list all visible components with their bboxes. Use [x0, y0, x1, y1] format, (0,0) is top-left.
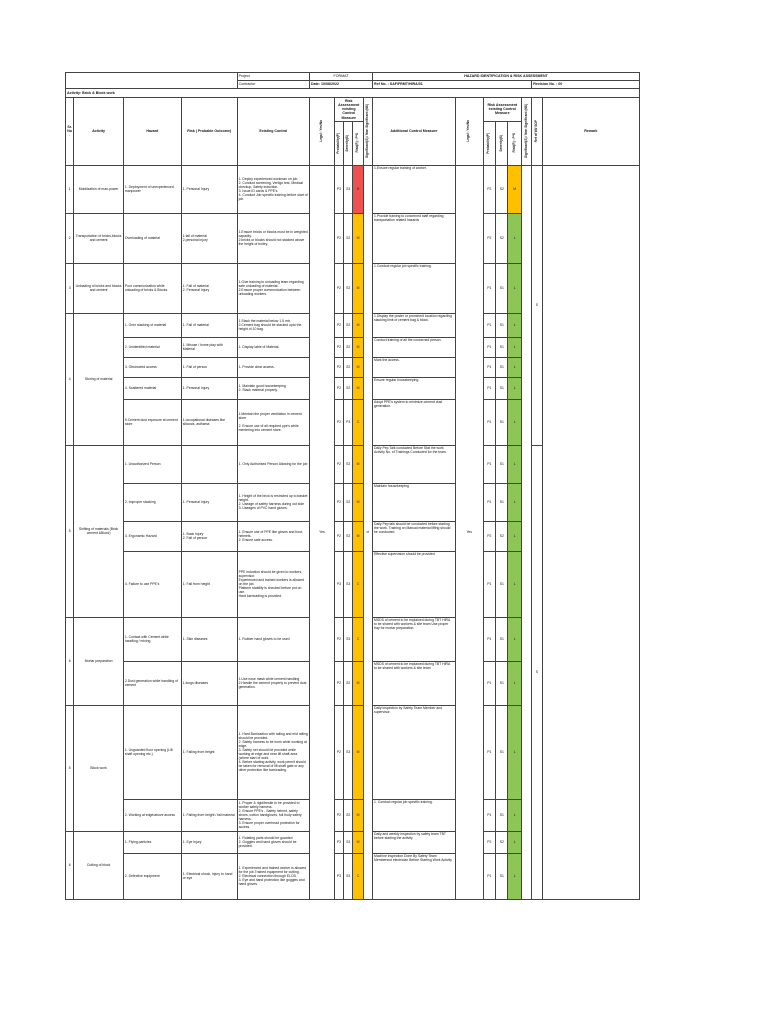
significant-2-cell	[521, 165, 531, 899]
col-activity: Activity	[74, 98, 124, 166]
col-remark: Remark	[542, 98, 639, 166]
probability-cell: P2	[334, 357, 343, 377]
additional-control-cell: Effective supervision should be provided	[373, 551, 456, 617]
probability-2-cell: P1	[483, 313, 495, 337]
severity-cell: S3	[344, 551, 353, 617]
contractor-label: Contractor	[237, 81, 309, 89]
risk-cell: 1. Fall of person	[181, 357, 237, 377]
existing-control-cell: 1.Ensure bricks or blocks must be in weighted capacity. 2.bricks or blocks should not stacked above the height of trolley.	[237, 213, 309, 263]
additional-control-cell: 1.Conduct regular job specific training.	[373, 263, 456, 313]
severity-2-cell: S2	[496, 521, 508, 551]
severity-2-cell: S2	[496, 213, 508, 263]
col-probability-2: Probability(P)	[483, 121, 495, 165]
risk-rating-2-cell: L	[508, 377, 521, 399]
risk-cell: 1. Eye injury	[181, 831, 237, 853]
existing-control-cell: 1. Display lable of Material.	[237, 337, 309, 357]
risk-rating-2-cell: L	[508, 551, 521, 617]
severity-2-cell: S1	[496, 445, 508, 483]
risk-cell: 1.occupational diseases like silicosis, asthama	[181, 399, 237, 445]
activity-cell: Mobilization of man-power	[74, 165, 124, 213]
severity-cell: S2	[344, 445, 353, 483]
revision-label: Revision No. : 00	[532, 81, 640, 89]
severity-2-cell: S1	[496, 705, 508, 799]
activity-cell: Cutting of block	[74, 831, 124, 899]
severity-2-cell: S1	[496, 551, 508, 617]
probability-2-cell: P2	[483, 521, 495, 551]
risk-rating-cell: M	[353, 705, 363, 799]
risk-rating-cell: M	[353, 337, 363, 357]
probability-2-cell: P1	[483, 705, 495, 799]
sr-no-cell: 2	[66, 213, 74, 263]
project-label: Project	[237, 73, 309, 81]
risk-rating-2-cell: L	[508, 337, 521, 357]
project-value: FORMAT	[309, 73, 372, 81]
activity-cell: Unloading of bricks and blocks and cement	[74, 263, 124, 313]
probability-cell: P3	[334, 853, 343, 899]
risk-rating-2-cell: L	[508, 831, 521, 853]
risk-rating-2-cell: L	[508, 313, 521, 337]
probability-cell: P2	[334, 377, 343, 399]
hazard-cell: 1. Deployment of unexperienced manpower	[123, 165, 181, 213]
severity-cell: S2	[344, 313, 353, 337]
risk-rating-cell: M	[353, 799, 363, 831]
severity-2-cell: S1	[496, 263, 508, 313]
col-existing-control: Existing Control	[237, 98, 309, 166]
hazard-cell: 2. Unidentified material	[123, 337, 181, 357]
sr-no-cell: 6	[66, 831, 74, 899]
existing-control-cell: 1. Hard Barricadion with railing and mid railing should be provided. 2. Safety harness to be worn while working at edge. 3. Safety net should be provided while working at edge and near lift shaft area (where start of work. 4. Before starting activity, work permit should be taken for removal of lift shaft gate or any other protection like barricading.	[237, 705, 309, 799]
risk-rating-cell: M	[353, 313, 363, 337]
risk-cell: 1. Fall from height	[181, 551, 237, 617]
probability-2-cell: P2	[483, 831, 495, 853]
col-risk-rating: Risk(R) : P*S	[353, 121, 363, 165]
risk-rating-cell: M	[353, 445, 363, 483]
risk-cell: 1. Back Injury 2. Fall of person	[181, 521, 237, 551]
severity-cell: S2	[344, 263, 353, 313]
significant-cell: ct	[363, 165, 372, 899]
additional-control-cell: Daily Pep Talk conducted Before Stat the work Activity No. of Trainings Conducted for the team.	[373, 445, 456, 483]
hazard-cell: 1. Unguarded floor opening (Lift shaft opening etc.)	[123, 705, 181, 799]
risk-rating-2-cell: L	[508, 213, 521, 263]
sr-no-cell: 1	[66, 165, 74, 213]
existing-control-cell: 1. Ensure use of PPE like gloves and boot, helmets. 2. Ensure safe access.	[237, 521, 309, 551]
risk-cell	[181, 445, 237, 483]
additional-control-cell: Daily Pep talk should be conducted before starting the work. Training on Manual material lifting should be conducted	[373, 521, 456, 551]
severity-2-cell: S1	[496, 399, 508, 445]
risk-rating-2-cell: L	[508, 617, 521, 661]
activity-cell: Transportation of bricks,blocks and cement	[74, 213, 124, 263]
severity-2-cell: S1	[496, 853, 508, 899]
risk-rating-cell: C	[353, 399, 363, 445]
col-probability: Probability(P)	[334, 121, 343, 165]
probability-2-cell: P2	[483, 165, 495, 213]
probability-cell: P2	[334, 213, 343, 263]
probability-2-cell: P2	[483, 213, 495, 263]
probability-2-cell: P1	[483, 337, 495, 357]
probability-2-cell: P1	[483, 377, 495, 399]
hazard-cell: 2. Defective equipment	[123, 853, 181, 899]
severity-2-cell: S2	[496, 165, 508, 213]
date-value: Date: 10/08/2022	[309, 81, 372, 89]
existing-control-cell: 1. Provide clear access.	[237, 357, 309, 377]
probability-2-cell: P1	[483, 617, 495, 661]
hazard-cell: 4. Scattered material	[123, 377, 181, 399]
existing-control-cell: 1. Maintain good housekeeping 2. Stack material properly.	[237, 377, 309, 399]
sr-no-cell: 5	[66, 705, 74, 831]
sr-no-cell: 5	[66, 445, 74, 617]
severity-2-cell: S1	[496, 617, 508, 661]
existing-control-cell: PPE induction should be given to workers, supervisor. Experienced and trained workers is allowed on the job. Platform stability is checked before put on use. Hard barricading is provided.	[237, 551, 309, 617]
severity-cell: S3	[344, 831, 353, 853]
sr-no-cell: 4	[66, 313, 74, 445]
severity-cell: S2	[344, 377, 353, 399]
probability-2-cell: P1	[483, 445, 495, 483]
risk-cell: 1. Personal Injury	[181, 483, 237, 521]
additional-control-cell: Conduct training of all the concerned person.	[373, 337, 456, 357]
ref-value: Ref No. : SAF/FRMT/HIRA/01	[373, 81, 532, 89]
risk-cell: 1. Misuse / home play with Material	[181, 337, 237, 357]
probability-cell: P2	[334, 799, 343, 831]
severity-2-cell: S1	[496, 377, 508, 399]
col-additional-control: Additional Control Measure	[373, 98, 456, 166]
severity-cell: S3	[344, 617, 353, 661]
hazard-cell: 5.Cement dust exposure at cement store	[123, 399, 181, 445]
activity-cell: Shifting of materials (Brick cement &Block)	[74, 445, 124, 617]
probability-2-cell: P1	[483, 357, 495, 377]
risk-rating-cell: M	[353, 377, 363, 399]
additional-control-cell: Mark the access.	[373, 357, 456, 377]
risk-rating-2-cell: L	[508, 799, 521, 831]
activity-cell: Storing of material	[74, 313, 124, 445]
risk-cell: 1. Fall of material	[181, 313, 237, 337]
additional-control-cell: Adopt PPE's system to minimize cement dust generation.	[373, 399, 456, 445]
severity-2-cell: S1	[496, 799, 508, 831]
risk-rating-cell: M	[353, 357, 363, 377]
additional-control-cell: 1.Display the poster or prominent location regarding stacking limit of cement bag & block.	[373, 313, 456, 337]
probability-cell: P2	[334, 263, 343, 313]
additional-control-cell: Ensure regular housekeeping	[373, 377, 456, 399]
col-risk: Risk ( Probable Outcome)	[181, 98, 237, 166]
activity-cell: Block work	[74, 705, 124, 831]
risk-cell: 1. Falling from height / fall material	[181, 799, 237, 831]
severity-2-cell: S1	[496, 313, 508, 337]
probability-2-cell: P1	[483, 853, 495, 899]
probability-cell: P2	[334, 445, 343, 483]
hazard-cell: 2.Dust generation while handling of cement	[123, 661, 181, 705]
probability-cell: P2	[334, 705, 343, 799]
hazard-cell: Poor communication while unloading of bricks & Blocks	[123, 263, 181, 313]
sr-no-cell: 6	[66, 617, 74, 705]
hazard-cell: 3. Ergonamic Hazard	[123, 521, 181, 551]
risk-cell: 1. Falling from height	[181, 705, 237, 799]
probability-2-cell: P1	[483, 263, 495, 313]
existing-control-cell: 1. Rubber hand gloves to be used	[237, 617, 309, 661]
activity-cell: Mortar preparation	[74, 617, 124, 705]
risk-rating-2-cell: M	[508, 165, 521, 213]
risk-cell: 1. Electrical shock, injury to hand or eye	[181, 853, 237, 899]
hazard-cell: 2. Improper stacking	[123, 483, 181, 521]
risk-cell: 1.fall of material 2.personal injury	[181, 213, 237, 263]
hira-table	[65, 72, 640, 900]
probability-2-cell: P1	[483, 483, 495, 521]
hazard-cell: Overloading of material	[123, 213, 181, 263]
severity-2-cell: S1	[496, 483, 508, 521]
risk-rating-cell: C	[353, 617, 363, 661]
probability-cell: P3	[334, 165, 343, 213]
legal-2-cell: Yes	[455, 165, 483, 899]
hazard-cell: 4. Failure to use PPE's	[123, 551, 181, 617]
severity-2-cell: S1	[496, 337, 508, 357]
risk-cell: 1. Fall of material 2. Personal Injury	[181, 263, 237, 313]
hazard-cell: 2. Working at edge/above access	[123, 799, 181, 831]
probability-cell: P3	[334, 551, 343, 617]
probability-2-cell: P1	[483, 551, 495, 617]
sop-cell: S	[532, 165, 542, 445]
probability-2-cell: P1	[483, 799, 495, 831]
severity-2-cell: S1	[496, 357, 508, 377]
risk-rating-cell: M	[353, 213, 363, 263]
risk-rating-cell: M	[353, 521, 363, 551]
risk-rating-cell: M	[353, 831, 363, 853]
col-severity-2: Severity(S)	[496, 121, 508, 165]
col-sop: Ref of WI/ SOP	[532, 98, 542, 166]
severity-2-cell: S2	[496, 831, 508, 853]
severity-cell: S2	[344, 213, 353, 263]
hira-sheet	[65, 72, 640, 900]
legal-cell: Yes	[309, 165, 334, 899]
col-significant: Significant(S) / Non Significant (NS)	[363, 98, 372, 166]
hazard-cell: 1. Flying particles	[123, 831, 181, 853]
severity-cell: S3	[344, 705, 353, 799]
col-risk-assessment-with: Risk Assessment existing Control Measure	[483, 98, 521, 122]
severity-2-cell: S1	[496, 661, 508, 705]
table-row	[66, 165, 640, 213]
probability-cell: P2	[334, 337, 343, 357]
remark-cell	[542, 165, 639, 899]
hazard-cell: 1. Over stacking of material	[123, 313, 181, 337]
severity-cell: S2	[344, 521, 353, 551]
risk-rating-cell: M	[353, 661, 363, 705]
existing-control-cell: 1. Rotating parts should be guarded 2. Goggles and hand gloves should be provided.	[237, 831, 309, 853]
severity-cell: S3	[344, 165, 353, 213]
col-hazard: Hazard	[123, 98, 181, 166]
col-sr-no: Sr. No.	[66, 98, 74, 166]
additional-control-cell: Machine inspection Done By Safety Team Membersnd electrician Before Starting Work Activity	[373, 853, 456, 899]
severity-cell: S2	[344, 799, 353, 831]
risk-rating-cell: C	[353, 551, 363, 617]
risk-rating-cell: M	[353, 263, 363, 313]
risk-rating-2-cell: L	[508, 483, 521, 521]
col-legal: Legal : Yes/No	[309, 98, 334, 166]
severity-cell: S2	[344, 661, 353, 705]
severity-cell: S2	[344, 337, 353, 357]
probability-cell: P2	[334, 313, 343, 337]
risk-cell: 1. Skin diseases	[181, 617, 237, 661]
existing-control-cell: 1.Give training to unloading team regarding safe unloading of material. 2.Ensure proper communication between unloading workers.	[237, 263, 309, 313]
additional-control-cell: MSDS of cement to be explained during TBT HIRA to be shared with workers & site team Use proper tray for mortar preparation	[373, 617, 456, 661]
existing-control-cell: 1. Only Authorised Person Allowing for the job	[237, 445, 309, 483]
existing-control-cell: 1.Stack the material below 1.5 mtr. 2.Cement bag should be stacked upto the height of 10 bag.	[237, 313, 309, 337]
col-significant-2: Significant(S) / Non Significant (NS)	[521, 98, 531, 166]
probability-cell: P2	[334, 661, 343, 705]
severity-cell: S2	[344, 357, 353, 377]
additional-control-cell: Daily inspection by Safety Team Member and supervisor.	[373, 705, 456, 799]
existing-control-cell: 1. Experienced and trained worker is allowed for the job.Trained equipment for cutting. 2. Electrical connection through ELCB. 3. Eye and hand protection like goggles and hand gloves.	[237, 853, 309, 899]
doc-title: HAZARD IDENTIFICATION & RISK ASSESSMENT	[373, 73, 640, 81]
risk-rating-2-cell: L	[508, 853, 521, 899]
probability-cell: P2	[334, 521, 343, 551]
additional-control-cell: 1. Conduct regular job specific training.	[373, 799, 456, 831]
risk-cell: 1. Personal Injury	[181, 377, 237, 399]
risk-rating-2-cell: L	[508, 263, 521, 313]
existing-control-cell: 1.Use nose mask while cement handling 2.Handle the cement properly to prevent dust generation.	[237, 661, 309, 705]
probability-cell: P2	[334, 617, 343, 661]
sr-no-cell: 3	[66, 263, 74, 313]
col-legal-2: Legal : Yes/No	[455, 98, 483, 166]
risk-rating-2-cell: L	[508, 521, 521, 551]
risk-rating-2-cell: L	[508, 661, 521, 705]
probability-2-cell: P1	[483, 399, 495, 445]
hazard-cell: 1. Contact with Cement while handling / mixing	[123, 617, 181, 661]
additional-control-cell: 1.Ensure regular training of worker.	[373, 165, 456, 213]
existing-control-cell: 1.Mentain the proper ventilation in cement store 2. Ensure use of all required ppe's while mentering into cement store.	[237, 399, 309, 445]
existing-control-cell: 1. Proper & rigid/trestle to be provided to worker safely harness. 2. Ensure PPE's - Safety helmet, safety shoes, cotton handgloves, full body safety harness. 3. Ensure proper overhead protection for access.	[237, 799, 309, 831]
additional-control-cell: MSDS of cement to be explained during TBT HIRA to be shared with workers & site team	[373, 661, 456, 705]
header-blank	[66, 73, 238, 89]
probability-cell: P2	[334, 483, 343, 521]
risk-rating-2-cell: L	[508, 705, 521, 799]
probability-2-cell: P1	[483, 661, 495, 705]
hazard-cell: 3. Obstructed access	[123, 357, 181, 377]
hazard-cell: 1. Unauthorized Person	[123, 445, 181, 483]
col-severity: Severity(S)	[344, 121, 353, 165]
sop-cell: S	[532, 445, 542, 899]
col-risk-rating-2: Risk(R) : P*S	[508, 121, 521, 165]
risk-rating-cell: C	[353, 853, 363, 899]
severity-cell: S3	[344, 853, 353, 899]
risk-rating-2-cell: L	[508, 445, 521, 483]
additional-control-cell: 1.Provide training to concerned staff regarding transportation related hazards	[373, 213, 456, 263]
risk-rating-cell: M	[353, 483, 363, 521]
severity-cell: P3	[344, 399, 353, 445]
additional-control-cell: Daily and weekly inspection by safety team TBT before starting the activity	[373, 831, 456, 853]
risk-cell: 1. Personal Injury	[181, 165, 237, 213]
severity-cell: S2	[344, 483, 353, 521]
activity-label: Activity: Brick & Block work	[66, 89, 640, 98]
probability-cell: P2	[334, 399, 343, 445]
risk-rating-2-cell: L	[508, 399, 521, 445]
existing-control-cell: 1. Height of the brick is restricted up to basket height. 2. Useage of safety harness during out side 3. Useages of PVC hand gloves.	[237, 483, 309, 521]
risk-rating-cell: H	[353, 165, 363, 213]
risk-cell: 1.lungs diseases	[181, 661, 237, 705]
additional-control-cell: Maintain housekeeping	[373, 483, 456, 521]
probability-cell: P3	[334, 831, 343, 853]
col-risk-assessment-existing: Risk Assessment existing Control Measure	[334, 98, 363, 122]
existing-control-cell: 1. Deploy experienced workman on job. 2. Conduct screening, Vertigo test, Medical checkup, Safety induction. 3. Issue ID cards & PPE's. 4. Conduct Job specific training before start of job.	[237, 165, 309, 213]
risk-rating-2-cell: L	[508, 357, 521, 377]
